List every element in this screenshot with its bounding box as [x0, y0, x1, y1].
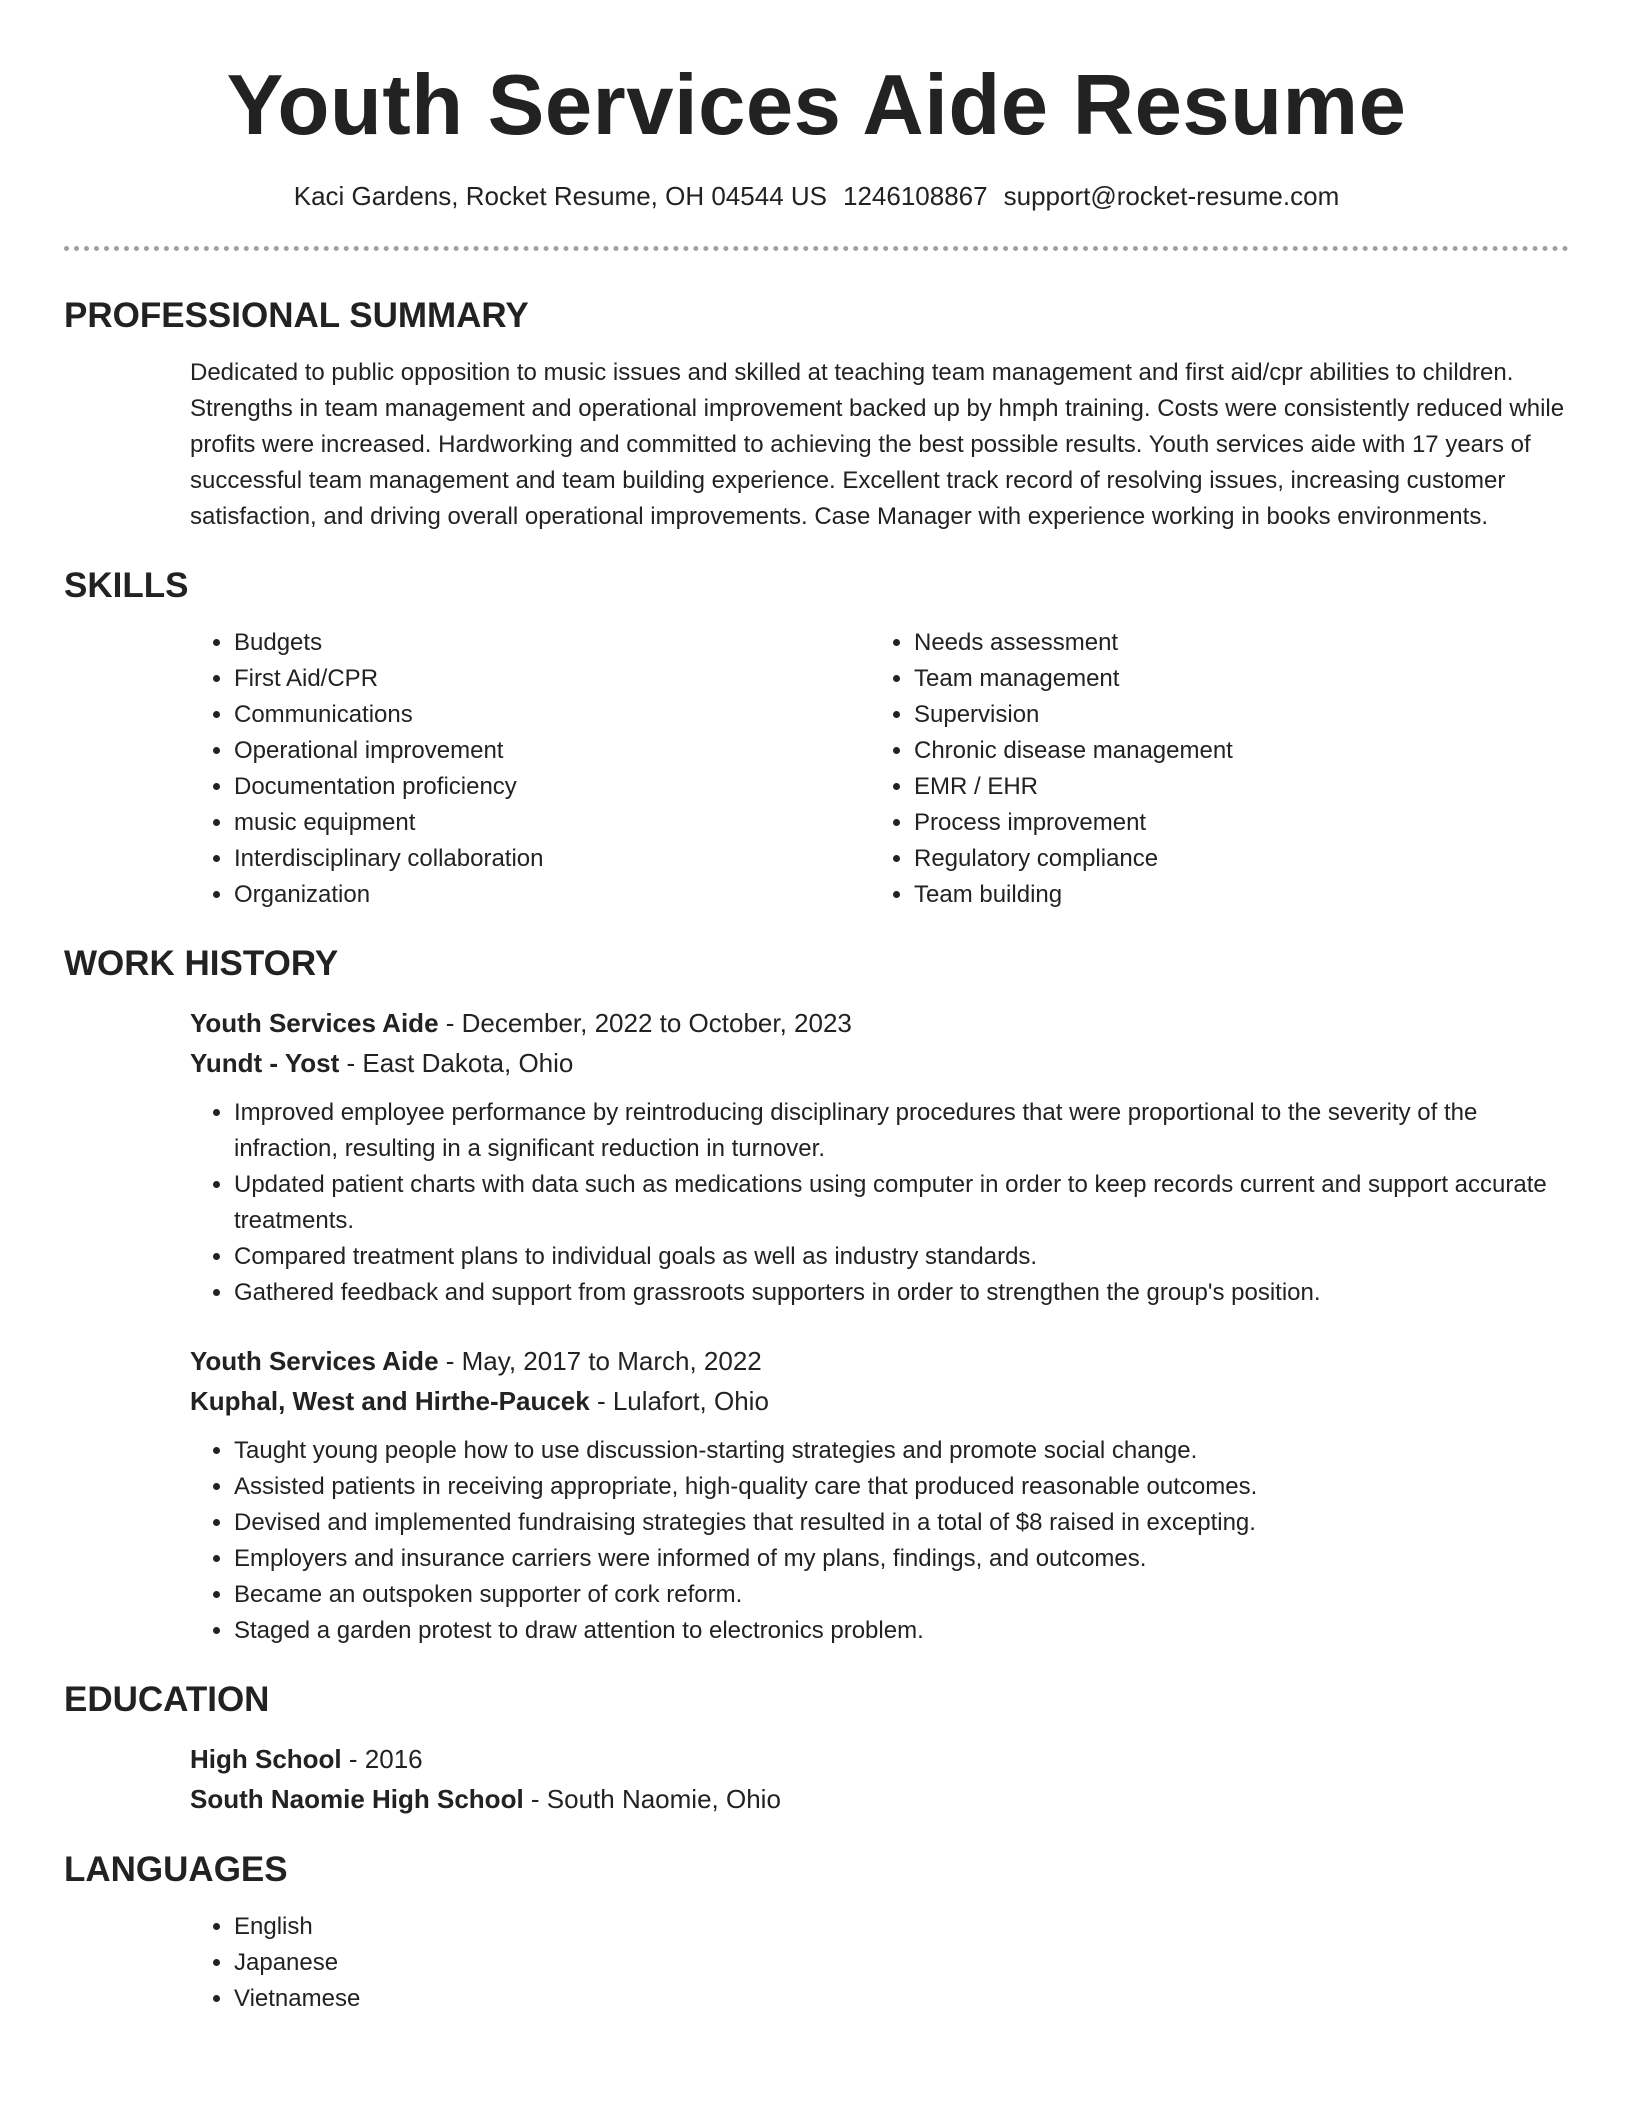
education-heading: EDUCATION	[64, 1680, 270, 1719]
contact-phone: 1246108867	[843, 181, 988, 211]
contact-line	[64, 180, 1569, 212]
education-year: - 2016	[341, 1744, 423, 1774]
education-degree: High School	[190, 1744, 342, 1774]
job-dates: - December, 2022 to October, 2023	[438, 1008, 852, 1038]
languages-section	[64, 1849, 1569, 2017]
job-bullets	[190, 1433, 1569, 1649]
skill-item: • Supervision	[914, 697, 1550, 733]
skill-item: • Team building	[914, 877, 1550, 913]
job-bullet: • Devised and implemented fundraising strategies that resulted in a total of $8 raised in excepting.	[234, 1505, 1569, 1541]
job-bullet: • Employers and insurance carriers were informed of my plans, findings, and outcomes.	[234, 1541, 1569, 1577]
job-bullet: • Assisted patients in receiving appropriate, high-quality care that produced reasonable outcomes.	[234, 1469, 1569, 1505]
job-location: - East Dakota, Ohio	[339, 1048, 574, 1078]
languages-list	[190, 1909, 1569, 2017]
job-company-line	[190, 1381, 1569, 1421]
job-bullet: • Improved employee performance by reintroducing disciplinary procedures that were proportional to the severity of the infraction, resulting in a significant reduction in turnover.	[234, 1095, 1569, 1167]
job-title-line	[190, 1341, 1569, 1381]
skill-item: • Communications	[234, 697, 870, 733]
job-bullet: • Compared treatment plans to individual goals as well as industry standards.	[234, 1239, 1569, 1275]
job-company-line	[190, 1043, 1569, 1083]
job-bullets	[190, 1095, 1569, 1311]
job-entry	[190, 1003, 1569, 1311]
skill-item: • Process improvement	[914, 805, 1550, 841]
job-dates: - May, 2017 to March, 2022	[438, 1346, 762, 1376]
skill-item: • Organization	[234, 877, 870, 913]
job-bullet: • Staged a garden protest to draw attention to electronics problem.	[234, 1613, 1569, 1649]
skills-column-right	[870, 625, 1550, 913]
education-entry	[190, 1739, 1569, 1819]
job-title-line	[190, 1003, 1569, 1043]
summary-section	[64, 295, 1569, 535]
job-company: Yundt - Yost	[190, 1048, 340, 1078]
skill-item: • Interdisciplinary collaboration	[234, 841, 870, 877]
skills-heading: SKILLS	[64, 566, 189, 605]
job-bullet: • Taught young people how to use discussion-starting strategies and promote social change.	[234, 1433, 1569, 1469]
summary-text: Dedicated to public opposition to music issues and skilled at teaching team management and first aid/cpr abilities to children. Strengths in team management and operational improvement backed up by hmph training. Costs were consistently reduced while profits were increased. Hardworking and committed to achieving the best possible results. Youth services aide with 17 years of successful team management and team building experience. Excellent track record of resolving issues, increasing customer satisfaction, and driving overall operational improvements. Case Manager with experience working in books environments.	[190, 359, 1565, 530]
skill-item: • music equipment	[234, 805, 870, 841]
contact-address: Kaci Gardens, Rocket Resume, OH 04544 US	[293, 181, 827, 211]
contact-email: support@rocket-resume.com	[1003, 181, 1340, 211]
languages-heading: LANGUAGES	[64, 1850, 288, 1889]
skills-section	[64, 565, 1569, 913]
skills-list	[190, 625, 1569, 913]
education-school: South Naomie High School	[190, 1784, 524, 1814]
work-heading: WORK HISTORY	[64, 944, 339, 983]
header-divider	[64, 246, 1569, 251]
education-school-line	[190, 1779, 1569, 1819]
language-item: • Vietnamese	[234, 1981, 1569, 2017]
resume-page	[64, 0, 1569, 2017]
skill-item: • EMR / EHR	[914, 769, 1550, 805]
job-bullet: • Gathered feedback and support from grassroots supporters in order to strengthen the group's position.	[234, 1275, 1569, 1311]
language-item: • English	[234, 1909, 1569, 1945]
skill-item: • First Aid/CPR	[234, 661, 870, 697]
job-entry	[190, 1341, 1569, 1649]
job-role: Youth Services Aide	[190, 1346, 439, 1376]
job-bullet: • Updated patient charts with data such as medications using computer in order to keep records current and support accurate treatments.	[234, 1167, 1569, 1239]
skill-item: • Budgets	[234, 625, 870, 661]
language-item: • Japanese	[234, 1945, 1569, 1981]
skill-item: • Team management	[914, 661, 1550, 697]
job-company: Kuphal, West and Hirthe-Paucek	[190, 1386, 590, 1416]
job-location: - Lulafort, Ohio	[589, 1386, 769, 1416]
skill-item: • Operational improvement	[234, 733, 870, 769]
job-role: Youth Services Aide	[190, 1008, 439, 1038]
skill-item: • Needs assessment	[914, 625, 1550, 661]
skill-item: • Documentation proficiency	[234, 769, 870, 805]
education-section	[64, 1679, 1569, 1819]
skill-item: • Chronic disease management	[914, 733, 1550, 769]
skill-item: • Regulatory compliance	[914, 841, 1550, 877]
job-bullet: • Became an outspoken supporter of cork reform.	[234, 1577, 1569, 1613]
work-section	[64, 943, 1569, 1649]
resume-title: Youth Services Aide Resume	[226, 58, 1407, 153]
education-degree-line	[190, 1739, 1569, 1779]
education-location: - South Naomie, Ohio	[523, 1784, 781, 1814]
skills-column-left	[190, 625, 870, 913]
summary-heading: PROFESSIONAL SUMMARY	[64, 296, 529, 335]
